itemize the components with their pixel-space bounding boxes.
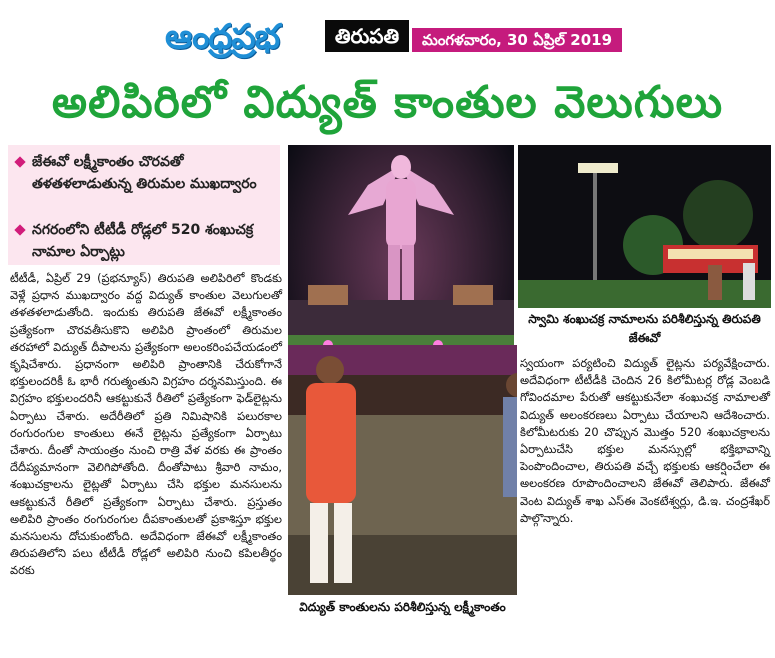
highlight-item xyxy=(16,219,276,263)
newspaper-logo: ఆంధ్రప్రభ xyxy=(165,17,280,57)
highlight-text: జేఈవో లక్ష్మీకాంతం చొరవతో తళతళలాడుతున్న తిరుమల ముఖద్వారం xyxy=(32,154,257,192)
highlight-text: నగరంలోని టీటీడీ రోడ్లలో 520 శంఖుచక్ర నామాల ఏర్పాట్లు xyxy=(32,222,254,260)
highlight-item xyxy=(16,151,276,217)
article-body-left: టీటీడీ, ఏప్రిల్ 29 (ప్రభన్యూస్) తిరుపతి అలిపిరిలో కొండకు వెళ్లే ప్రధాన ముఖద్వారం వద్ద విద్యుత్ కాంతుల వెలుగులతో తళతళలాడుతోంది. ఇందుకు తిరుపతి జేఈవో లక్ష్మీకాంతం ప్రత్యేకంగా చొరవతీసుకొని అలిపిరి ప్రాంతంలో తిరుమల తరహాలో విద్యుత్ దీపాలను ప్రత్యేకంగా అలంకరింపచేయడంలో కృషిచేశారు. ప్రధానంగా అలిపిరి ప్రాంతానికి చేరుకోగానే భక్తులందరికీ ఓ భారీ గరుత్మంతుని విగ్రహం దర్శనమిస్తుంది. ఈ విగ్రహం భక్తులందరినీ ఆకట్టుకునే రీతిలో ప్రత్యేకంగా ఫెడ్‌లైట్లను ఏర్పాటు చేశారు. అదేరీతిలో ప్రతి నిమిషానికి పలురకాల రంగురంగుల కాంతులు ఈనే లైట్లను ప్రత్యేకంగా ఏర్పాటు చేశారు. దీంతో సాయంత్రం నుంచి రాత్రి వేళ వరకు ఈ ప్రాంతం దేదీప్యమానంగా వెలిగిపోతోంది. దీంతోపాటు శ్రీవారి నామం, శంఖుచక్రాలను లైట్లతో ఏర్పాటు చేసి భక్తుల మనసులను ఆకట్టుకునే రీతిలో ప్రత్యేకంగా ఏర్పాటు చేశారు. ప్రస్తుతం అలిపిరి ప్రాంతం రంగురంగుల దీపకాంతులతో ప్రకాశిస్తూ భక్తుల మనసులను దోచుకుంటోంది. అదేవిధంగా జేఈవో లక్ష్మీకాంతం తిరుపతిలోని పలు టీటీడీ రోడ్లలో అలిపిరి నుంచి కపిలతీర్థం వరకు xyxy=(10,271,282,578)
edition-city: తిరుపతి xyxy=(325,20,409,52)
masthead xyxy=(165,14,410,60)
date-badge: మంగళవారం, 30 ఏప్రిల్ 2019 xyxy=(412,28,622,52)
diamond-bullet-icon xyxy=(14,224,25,235)
article-body-right: స్వయంగా పర్యటించి విద్యుత్ లైట్లను పర్యవేక్షించారు. అదేవిధంగా టీటీడీకి చెందిన 26 కిలోమీటర్ల రోడ్ల వెంబడి గోవిందమాల పేరుతో ఆకట్టుకునేలా శంఖుచక్ర నామాలతో విద్యుత్ అలంకరణలు ఏర్పాటు చేయాలని ఆదేశించారు. కిలోమీటరుకు 20 చొప్పున మొత్తం 520 శంఖుచక్రాలను ఏర్పాటుచేసి భక్తుల మనస్సుల్లో భక్తిభావాన్ని పెంపొందించాల, తిరుపతి వచ్చే భక్తులకు ఆకర్షించేలా ఈ అలంకరణ రూపొందించాలని జేఈవో తెలిపారు. జేఈవో వెంట విద్యుత్ శాఖ ఎస్‌ఈ వెంకటేశ్వర్లు, డి.ఇ. చంద్రశేఖర్ పాల్గొన్నారు. xyxy=(520,356,770,525)
officials-photo xyxy=(288,345,517,595)
photo-caption: స్వామి శంఖుచక్ర నామాలను పరిశీలిస్తున్న తిరుపతి జేఈవో xyxy=(528,312,761,345)
photo-caption: విద్యుత్ కాంతులను పరిశీలిస్తున్న లక్ష్మీకాంతం xyxy=(299,600,506,614)
diamond-bullet-icon xyxy=(14,156,25,167)
highlights-box xyxy=(8,145,280,265)
street-lamp-photo xyxy=(518,145,771,308)
headline: అలిపిరిలో విద్యుత్ కాంతుల వెలుగులు xyxy=(51,77,724,128)
